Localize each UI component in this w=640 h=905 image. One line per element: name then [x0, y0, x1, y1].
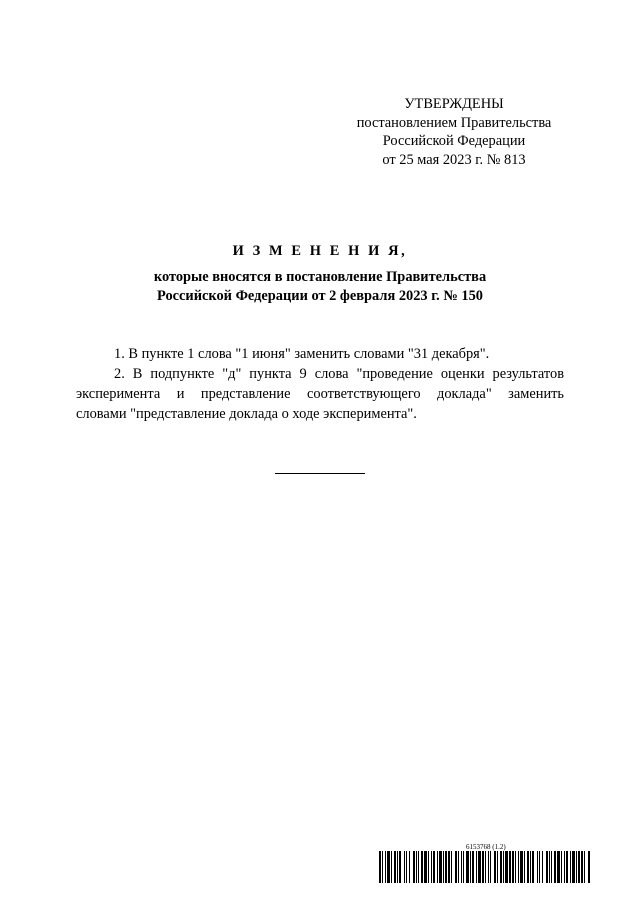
approval-by-line: постановлением Правительства — [356, 114, 552, 131]
item-2-line-3: словами "представление доклада о ходе эксперимента". — [76, 406, 417, 422]
subtitle-line-2: Российской Федерации от 2 февраля 2023 г. № 150 — [157, 287, 483, 304]
approval-stamp — [340, 95, 568, 169]
barcode-icon — [378, 851, 592, 883]
document-body — [76, 344, 564, 424]
approval-date-number: от 25 мая 2023 г. № 813 — [382, 151, 526, 168]
item-2-line-2: эксперимента и представление соответствующего доклада" заменить — [76, 386, 564, 402]
barcode-number: 6153768 (1.2) — [466, 843, 506, 851]
item-2 — [76, 364, 564, 424]
end-divider — [275, 473, 365, 474]
approval-heading: УТВЕРЖДЕНЫ — [404, 96, 504, 112]
document-subtitle — [60, 268, 580, 305]
approval-authority: Российской Федерации — [382, 133, 526, 150]
item-1-text: 1. В пункте 1 слова "1 июня" заменить словами "31 декабря". — [114, 346, 490, 362]
item-1 — [76, 344, 564, 364]
document-title: И З М Е Н Е Н И Я, — [232, 243, 408, 259]
barcode-block — [378, 843, 592, 883]
item-2-line-1: 2. В подпункте "д" пункта 9 слова "проведение оценки результатов — [114, 366, 564, 382]
subtitle-line-1: которые вносятся в постановление Правительства — [153, 269, 487, 285]
